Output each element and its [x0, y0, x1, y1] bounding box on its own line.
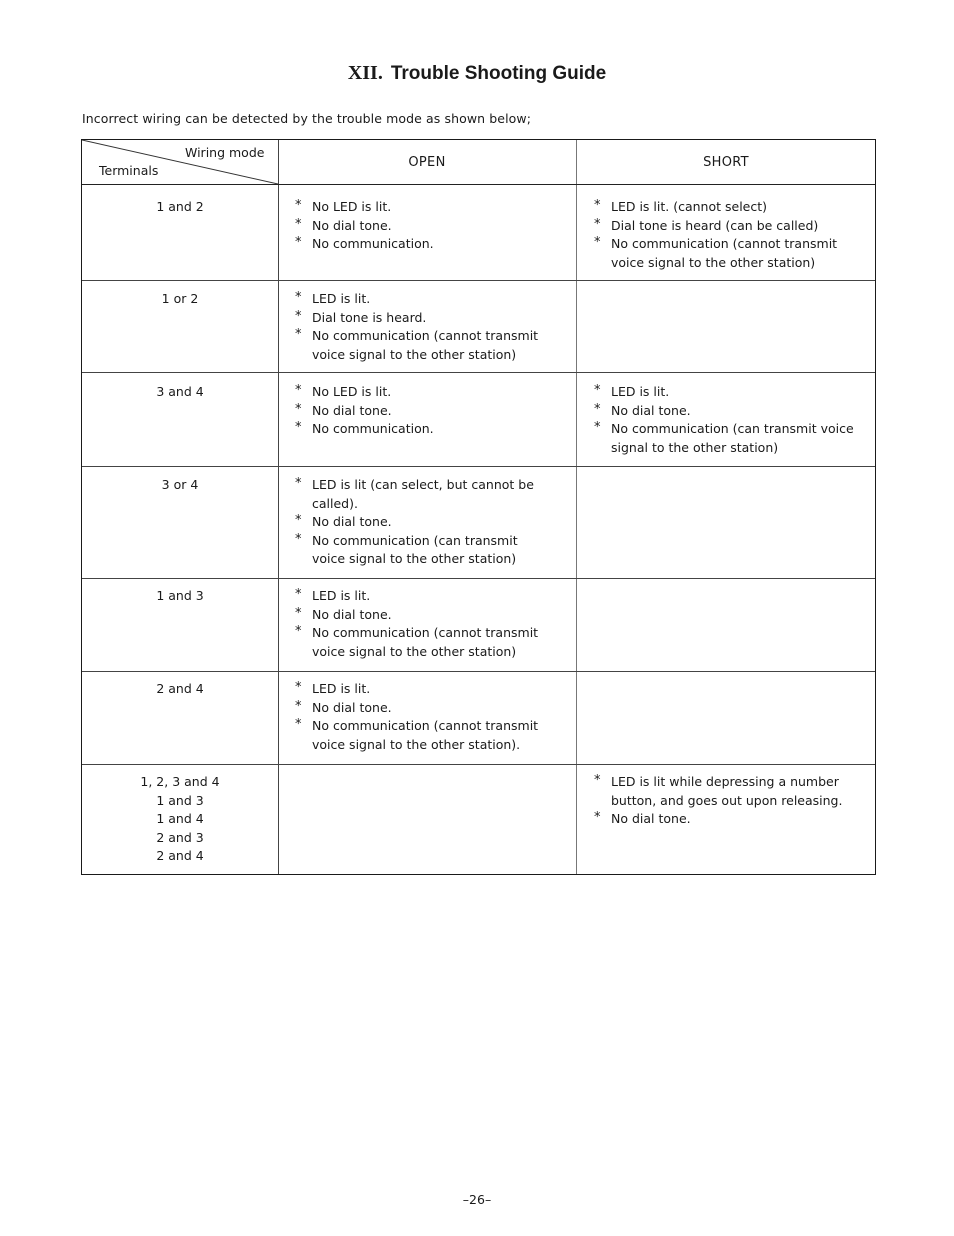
- symptom-text: No communication.: [312, 236, 434, 251]
- row-divider: [82, 372, 875, 373]
- bullet-asterisk: *: [295, 327, 302, 342]
- header-divider: [82, 184, 875, 185]
- symptom-item: [295, 290, 545, 309]
- symptom-text: No dial tone.: [312, 606, 392, 622]
- bullet-asterisk: *: [295, 476, 302, 491]
- symptom-text: No dial tone.: [312, 699, 392, 715]
- row-divider: [82, 466, 875, 467]
- cell-short: [594, 383, 864, 457]
- symptom-item: [295, 383, 545, 402]
- symptom-text: LED is lit while depressing a number button, and goes out upon releasing.: [611, 774, 843, 808]
- bullet-asterisk: *: [295, 587, 302, 602]
- symptom-text: No communication (can transmit voice signal to the other station): [312, 532, 518, 566]
- terminal-label: 2 and 4: [156, 681, 204, 696]
- bullet-asterisk: *: [295, 216, 302, 232]
- header-terminals: Terminals: [99, 163, 159, 178]
- cell-open: [295, 198, 545, 254]
- terminal-label: 3 and 4: [156, 384, 204, 399]
- symptom-text: LED is lit (can select, but cannot be called).: [312, 477, 534, 511]
- terminal-label: 1 and 3: [156, 792, 204, 808]
- symptom-item: [594, 420, 864, 457]
- symptom-item: [295, 402, 545, 421]
- header-wiring-mode: Wiring mode: [185, 145, 265, 160]
- row-terminals: [82, 773, 278, 866]
- bullet-asterisk: *: [594, 383, 601, 398]
- symptom-text: No LED is lit.: [312, 199, 392, 214]
- symptom-text: No dial tone.: [611, 402, 691, 418]
- row-terminals: [82, 476, 278, 495]
- bullet-asterisk: *: [594, 235, 601, 250]
- symptom-text: No dial tone.: [312, 514, 392, 529]
- page-number: –26–: [462, 1192, 492, 1207]
- cell-open: [295, 680, 545, 754]
- symptom-text: No LED is lit.: [312, 384, 392, 399]
- terminal-label: 1 and 3: [156, 588, 204, 603]
- trouble-table: [81, 139, 876, 875]
- symptom-item: [594, 198, 864, 217]
- symptom-item: [295, 513, 545, 532]
- row-terminals: [82, 383, 278, 402]
- bullet-asterisk: *: [594, 810, 601, 825]
- symptom-item: [295, 587, 545, 606]
- symptom-item: [594, 217, 864, 236]
- row-divider: [82, 671, 875, 672]
- symptom-item: [295, 476, 545, 513]
- row-divider: [82, 578, 875, 579]
- symptom-text: Dial tone is heard (can be called): [611, 217, 819, 233]
- cell-short: [594, 198, 864, 272]
- terminal-label: 1 and 4: [156, 811, 204, 826]
- symptom-item: [295, 699, 545, 718]
- symptom-text: No communication (can transmit voice signal to the other station): [611, 421, 854, 455]
- symptom-item: [295, 606, 545, 625]
- symptom-text: No dial tone.: [312, 217, 392, 233]
- symptom-item: [295, 717, 545, 754]
- bullet-asterisk: *: [295, 698, 302, 714]
- cell-open: [295, 476, 545, 569]
- cell-open: [295, 290, 545, 364]
- symptom-text: No dial tone.: [611, 811, 691, 826]
- symptom-item: [594, 383, 864, 402]
- symptom-item: [594, 810, 864, 829]
- symptom-text: LED is lit.: [312, 291, 371, 306]
- symptom-item: [594, 402, 864, 421]
- cell-open: [295, 587, 545, 661]
- bullet-asterisk: *: [295, 383, 302, 398]
- bullet-asterisk: *: [295, 531, 302, 547]
- terminal-label: 1 or 2: [161, 291, 199, 306]
- bullet-asterisk: *: [295, 308, 302, 324]
- symptom-item: [295, 680, 545, 699]
- bullet-asterisk: *: [295, 717, 302, 732]
- symptom-item: [295, 624, 545, 661]
- symptom-text: No communication (cannot transmit voice signal to the other station): [611, 236, 838, 270]
- section-number: XII.: [347, 62, 383, 84]
- bullet-asterisk: *: [295, 680, 302, 695]
- symptom-text: No communication (cannot transmit voice signal to the other station): [312, 625, 539, 659]
- row-divider: [82, 280, 875, 281]
- intro-text: Incorrect wiring can be detected by the trouble mode as shown below;: [82, 111, 532, 126]
- row-terminals: [82, 680, 278, 699]
- symptom-text: No dial tone.: [312, 402, 392, 418]
- symptom-item: [594, 235, 864, 272]
- row-terminals: [82, 587, 278, 606]
- symptom-text: LED is lit. (cannot select): [611, 199, 768, 214]
- symptom-item: [295, 198, 545, 217]
- terminal-label: 1 and 2: [156, 199, 204, 214]
- symptom-item: [594, 773, 864, 810]
- section-heading: [0, 62, 954, 85]
- bullet-asterisk: *: [594, 216, 601, 232]
- terminal-label: 2 and 3: [156, 829, 204, 845]
- symptom-item: [295, 217, 545, 236]
- symptom-text: No communication (cannot transmit voice signal to the other station).: [312, 718, 539, 752]
- row-terminals: [82, 198, 278, 217]
- bullet-asterisk: *: [594, 198, 601, 213]
- symptom-text: No communication (cannot transmit voice signal to the other station): [312, 328, 539, 362]
- header-short: SHORT: [703, 155, 749, 170]
- terminal-label: 1, 2, 3 and 4: [140, 774, 220, 789]
- bullet-asterisk: *: [295, 513, 302, 528]
- section-title: Trouble Shooting Guide: [390, 63, 607, 84]
- symptom-text: No communication.: [312, 421, 434, 436]
- terminal-label: 3 or 4: [161, 477, 199, 492]
- symptom-item: [295, 532, 545, 569]
- bullet-asterisk: *: [295, 605, 302, 621]
- bullet-asterisk: *: [295, 198, 302, 213]
- bullet-asterisk: *: [295, 401, 302, 417]
- symptom-text: LED is lit.: [611, 384, 670, 399]
- header-open: OPEN: [408, 155, 446, 170]
- bullet-asterisk: *: [295, 290, 302, 305]
- bullet-asterisk: *: [295, 235, 302, 250]
- bullet-asterisk: *: [594, 773, 601, 788]
- row-terminals: [82, 290, 278, 309]
- cell-open: [295, 383, 545, 439]
- row-divider: [82, 764, 875, 765]
- symptom-item: [295, 235, 545, 254]
- symptom-item: [295, 420, 545, 439]
- terminal-label: 2 and 4: [156, 848, 204, 863]
- symptom-item: [295, 327, 545, 364]
- bullet-asterisk: *: [594, 401, 601, 417]
- cell-short: [594, 773, 864, 829]
- symptom-text: LED is lit.: [312, 681, 371, 696]
- bullet-asterisk: *: [594, 420, 601, 435]
- bullet-asterisk: *: [295, 624, 302, 639]
- symptom-text: LED is lit.: [312, 588, 371, 603]
- symptom-item: [295, 309, 545, 328]
- symptom-text: Dial tone is heard.: [312, 309, 427, 325]
- bullet-asterisk: *: [295, 420, 302, 435]
